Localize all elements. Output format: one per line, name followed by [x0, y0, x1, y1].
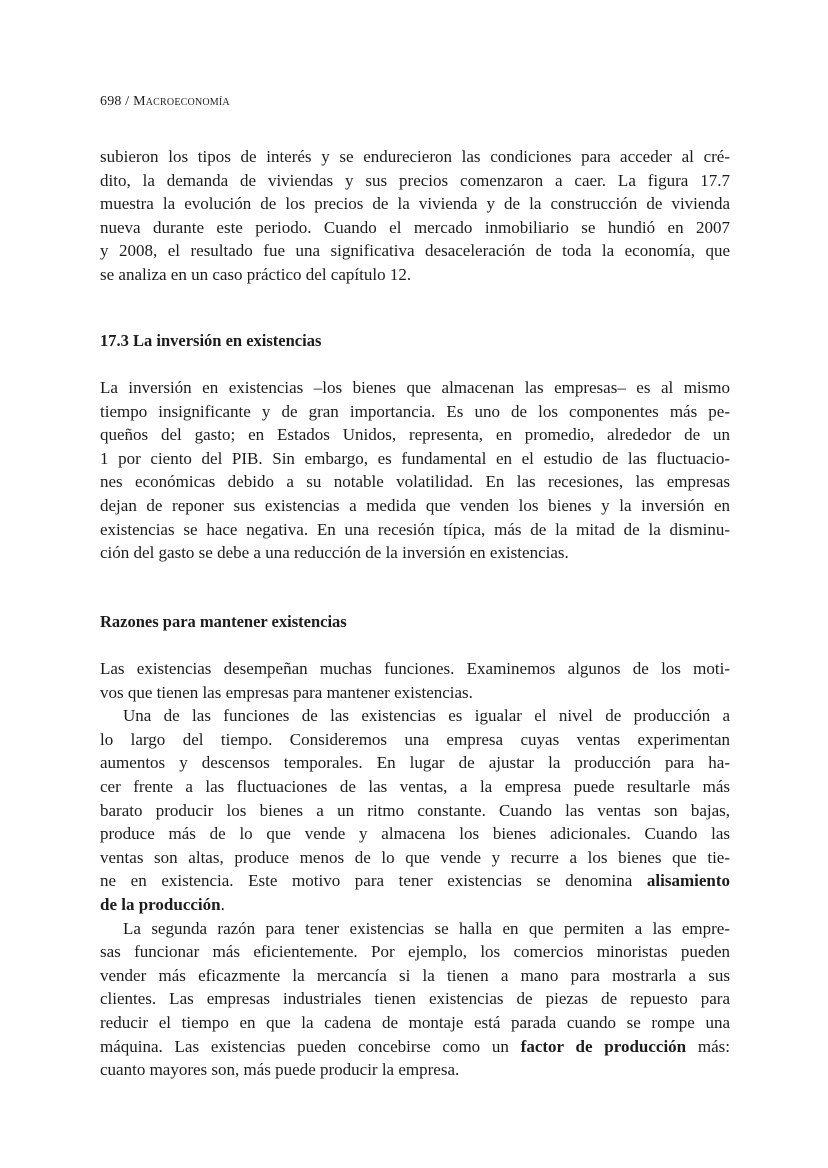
text-line	[100, 216, 730, 240]
text-line	[100, 239, 730, 263]
text-run: vos que tienen las empresas para mantener existencias.	[100, 682, 473, 702]
page-number: 698	[100, 94, 122, 109]
text-line	[100, 1011, 730, 1035]
text-run: Una de las funciones de las existencias es igualar el nivel de producción a	[123, 706, 730, 726]
text-line	[100, 964, 730, 988]
text-run: muestra la evolución de los precios de la vivienda y de la construcción de vivienda	[100, 194, 730, 214]
text-line	[100, 704, 730, 728]
bold-term: factor de producción	[520, 1036, 687, 1056]
text-line	[100, 263, 730, 287]
text-line	[100, 1035, 730, 1059]
text-run: más:	[686, 1036, 730, 1056]
text-line	[100, 1058, 730, 1082]
text-run: 1 por ciento del PIB. Sin embargo, es fundamental en el estudio de las fluctuacio-	[100, 448, 730, 468]
text-line	[100, 775, 730, 799]
paragraph-housing-market	[100, 145, 730, 287]
text-run: dito, la demanda de viviendas y sus precios comenzaron a caer. La figura 17.7	[100, 170, 730, 190]
text-run: reducir el tiempo en que la cadena de montaje está parada cuando se rompe una	[100, 1012, 730, 1032]
text-run: ción del gasto se debe a una reducción de la inversión en existencias.	[100, 543, 569, 563]
text-line	[100, 681, 730, 705]
text-run: subieron los tipos de interés y se endurecieron las condiciones para acceder al cré-	[100, 147, 730, 166]
text-line	[100, 728, 730, 752]
text-line	[100, 470, 730, 494]
text-run: lo largo del tiempo. Consideremos una empresa cuyas ventas experimentan	[100, 729, 730, 749]
text-line	[100, 940, 730, 964]
text-run: aumentos y descensos temporales. En lugar de ajustar la producción para ha-	[100, 753, 730, 773]
text-run: La segunda razón para tener existencias se halla en que permiten a las empre-	[123, 918, 730, 938]
text-run: barato producir los bienes a un ritmo constante. Cuando las ventas son bajas,	[100, 800, 730, 820]
bold-term: de la producción	[100, 894, 221, 914]
text-run: clientes. Las empresas industriales tienen existencias de piezas de repuesto para	[100, 989, 730, 1009]
text-run: sas funcionar más eficientemente. Por ejemplo, los comercios minoristas pueden	[100, 942, 730, 962]
text-line	[100, 822, 730, 846]
running-header	[100, 94, 230, 110]
section-heading: 17.3 La inversión en existencias	[100, 331, 322, 350]
text-line	[100, 751, 730, 775]
text-run: queños del gasto; en Estados Unidos, representa, en promedio, alrededor de un	[100, 425, 730, 445]
text-run: produce más de lo que vende y almacena los bienes adicionales. Cuando las	[100, 824, 730, 844]
text-run: Las existencias desempeñan muchas funciones. Examinemos algunos de los moti-	[100, 659, 730, 678]
text-line	[100, 423, 730, 447]
text-line	[100, 541, 730, 565]
text-line	[100, 893, 730, 917]
text-run: nueva durante este periodo. Cuando el mercado inmobiliario se hundió en 2007	[100, 217, 730, 237]
text-run: vender más eficazmente la mercancía si la tienen a mano para mostrarla a sus	[100, 965, 730, 985]
text-line	[100, 376, 730, 400]
text-line	[100, 846, 730, 870]
text-line	[100, 987, 730, 1011]
text-run: ventas son altas, produce menos de lo que vende y recurre a los bienes que tie-	[100, 847, 730, 867]
header-separator: /	[121, 94, 134, 109]
text-line	[100, 400, 730, 424]
text-run: se analiza en un caso práctico del capítulo 12.	[100, 264, 412, 284]
bold-term: alisamiento	[646, 871, 730, 891]
text-line	[100, 494, 730, 518]
text-run: existencias se hace negativa. En una recesión típica, más de la mitad de la disminu-	[100, 519, 730, 539]
text-run: dejan de reponer sus existencias a medida que venden los bienes y la inversión en	[100, 495, 730, 515]
text-line	[100, 447, 730, 471]
text-line	[100, 145, 730, 169]
text-line	[100, 799, 730, 823]
paragraphs-reasons-inventories	[100, 657, 730, 1082]
text-run: cer frente a las fluctuaciones de las ventas, a la empresa puede resultarle más	[100, 776, 730, 796]
text-run: ne en existencia. Este motivo para tener existencias se denomina	[100, 871, 647, 891]
text-line	[100, 917, 730, 941]
subsection-heading: Razones para mantener existencias	[100, 612, 347, 631]
text-run: nes económicas debido a su notable volatilidad. En las recesiones, las empresas	[100, 472, 730, 492]
text-line	[100, 869, 730, 893]
text-run: La inversión en existencias –los bienes que almacenan las empresas– es al mismo	[100, 378, 730, 397]
text-run: tiempo insignificante y de gran importancia. Es uno de los componentes más pe-	[100, 401, 730, 421]
paragraph-inventory-investment	[100, 376, 730, 565]
text-line	[100, 657, 730, 681]
text-line	[100, 169, 730, 193]
text-line	[100, 518, 730, 542]
text-run: máquina. Las existencias pueden concebirse como un	[100, 1036, 521, 1056]
text-run: cuanto mayores son, más puede producir la empresa.	[100, 1060, 460, 1080]
text-run: y 2008, el resultado fue una significativa desaceleración de toda la economía, que	[100, 241, 730, 261]
text-line	[100, 192, 730, 216]
text-run: .	[220, 894, 225, 914]
book-title: Macroeconomía	[133, 94, 230, 109]
